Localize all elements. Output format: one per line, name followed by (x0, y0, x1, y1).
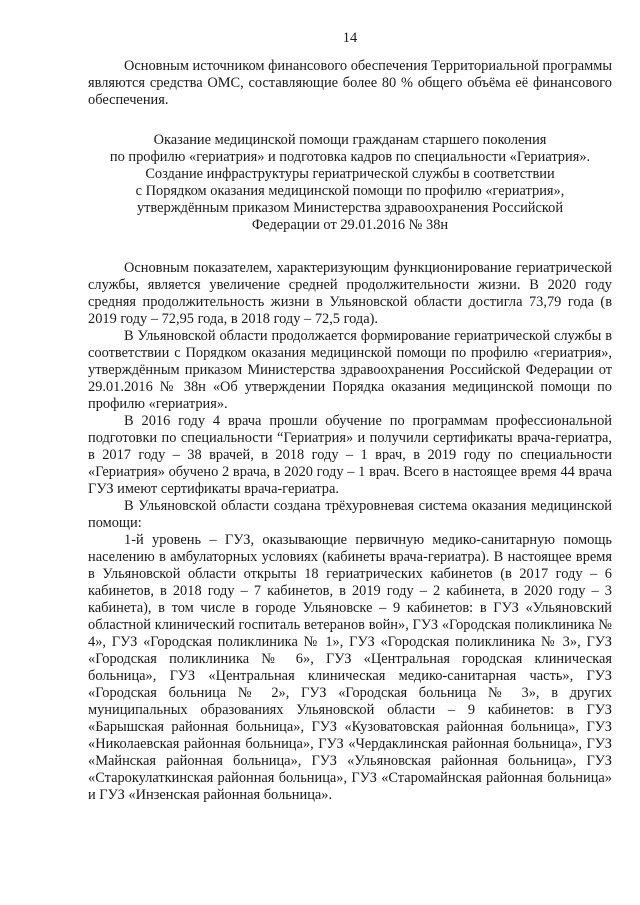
heading-line-4: с Порядком оказания медицинской помощи по профилю «гериатрия», (135, 183, 565, 199)
document-page (88, 30, 612, 804)
paragraph-training: В 2016 году 4 врача прошли обучение по программам профессиональной подготовки по специальности “Гериатрия» и получили сертификаты врача-гериатра, в 2017 году – 38 врачей, в 2018 году – 1 врач, в 2019 году по специальности «Гериатрия» обучено 2 врача, в 2020 году – 1 врач. Всего в настоящее время 44 врача ГУЗ имеют сертификаты врача-гериатра. (88, 413, 612, 497)
heading-line-1: Оказание медицинской помощи гражданам старшего поколения (153, 132, 547, 148)
paragraph-service-formation: В Ульяновской области продолжается формирование гериатрической службы в соответствии с Порядком оказания медицинской помощи по профилю «гериатрия», утверждённым приказом Министерства здравоохранения Российской Федерации от 29.01.2016 № 38н «Об утверждении Порядка оказания медицинской помощи по профилю «гериатрия». (88, 328, 612, 412)
heading-line-2: по профилю «гериатрия» и подготовка кадров по специальности «Гериатрия». (109, 149, 591, 165)
paragraph-three-level-system: В Ульяновской области создана трёхуровневая система оказания медицинской помощи: (88, 498, 612, 531)
paragraph-first-level: 1-й уровень – ГУЗ, оказывающие первичную медико-санитарную помощь населению в амбулаторных условиях (кабинеты врача-гериатра). В настоящее время в Ульяновской области открыты 18 гериатрических кабинетов (в 2017 году – 6 кабинетов, в 2018 году – 7 кабинетов, в 2019 году – 2 кабинета, в 2020 году – 3 кабинета), в том числе в городе Ульяновске – 9 кабинетов: в ГУЗ «Ульяновский областной клинический госпиталь ветеранов войн», ГУЗ «Городская поликлиника № 4», ГУЗ «Городская поликлиника № 1», ГУЗ «Городская поликлиника № 3», ГУЗ «Городская поликлиника № 6», ГУЗ «Центральная городская клиническая больница», ГУЗ «Центральная клиническая медико-санитарная часть», ГУЗ «Городская больница № 2», ГУЗ «Городская больница № 3», в других муниципальных образованиях Ульяновской области – 9 кабинетов: в ГУЗ «Барышская районная больница», ГУЗ «Кузоватовская районная больница», ГУЗ «Николаевская районная больница», ГУЗ «Чердаклинская районная больница», ГУЗ «Майнская районная больница», ГУЗ «Ульяновская районная больница», ГУЗ «Старокулаткинская районная больница», ГУЗ «Старомайнская районная больница» и ГУЗ «Инзенская районная больница». (88, 532, 612, 803)
heading-line-3: Создание инфраструктуры гериатрической службы в соответствии (145, 166, 555, 182)
page-number: 14 (342, 30, 358, 46)
heading-line-6: Федерации от 29.01.2016 № 38н (251, 217, 449, 233)
intro-paragraph: Основным источником финансового обеспечения Территориальной программы являются средства ОМС, составляющие более 80 % общего объёма её финансового обеспечения. (88, 58, 612, 108)
paragraph-life-expectancy: Основным показателем, характеризующим функционирование гериатрической службы, является увеличение средней продолжительности жизни. В 2020 году средняя продолжительность жизни в Ульяновской области достигла 73,79 года (в 2019 году – 72,95 года, в 2018 году – 72,5 года). (88, 260, 612, 327)
heading-line-5: утверждённым приказом Министерства здравоохранения Российской (136, 200, 564, 216)
section-heading (88, 132, 612, 234)
